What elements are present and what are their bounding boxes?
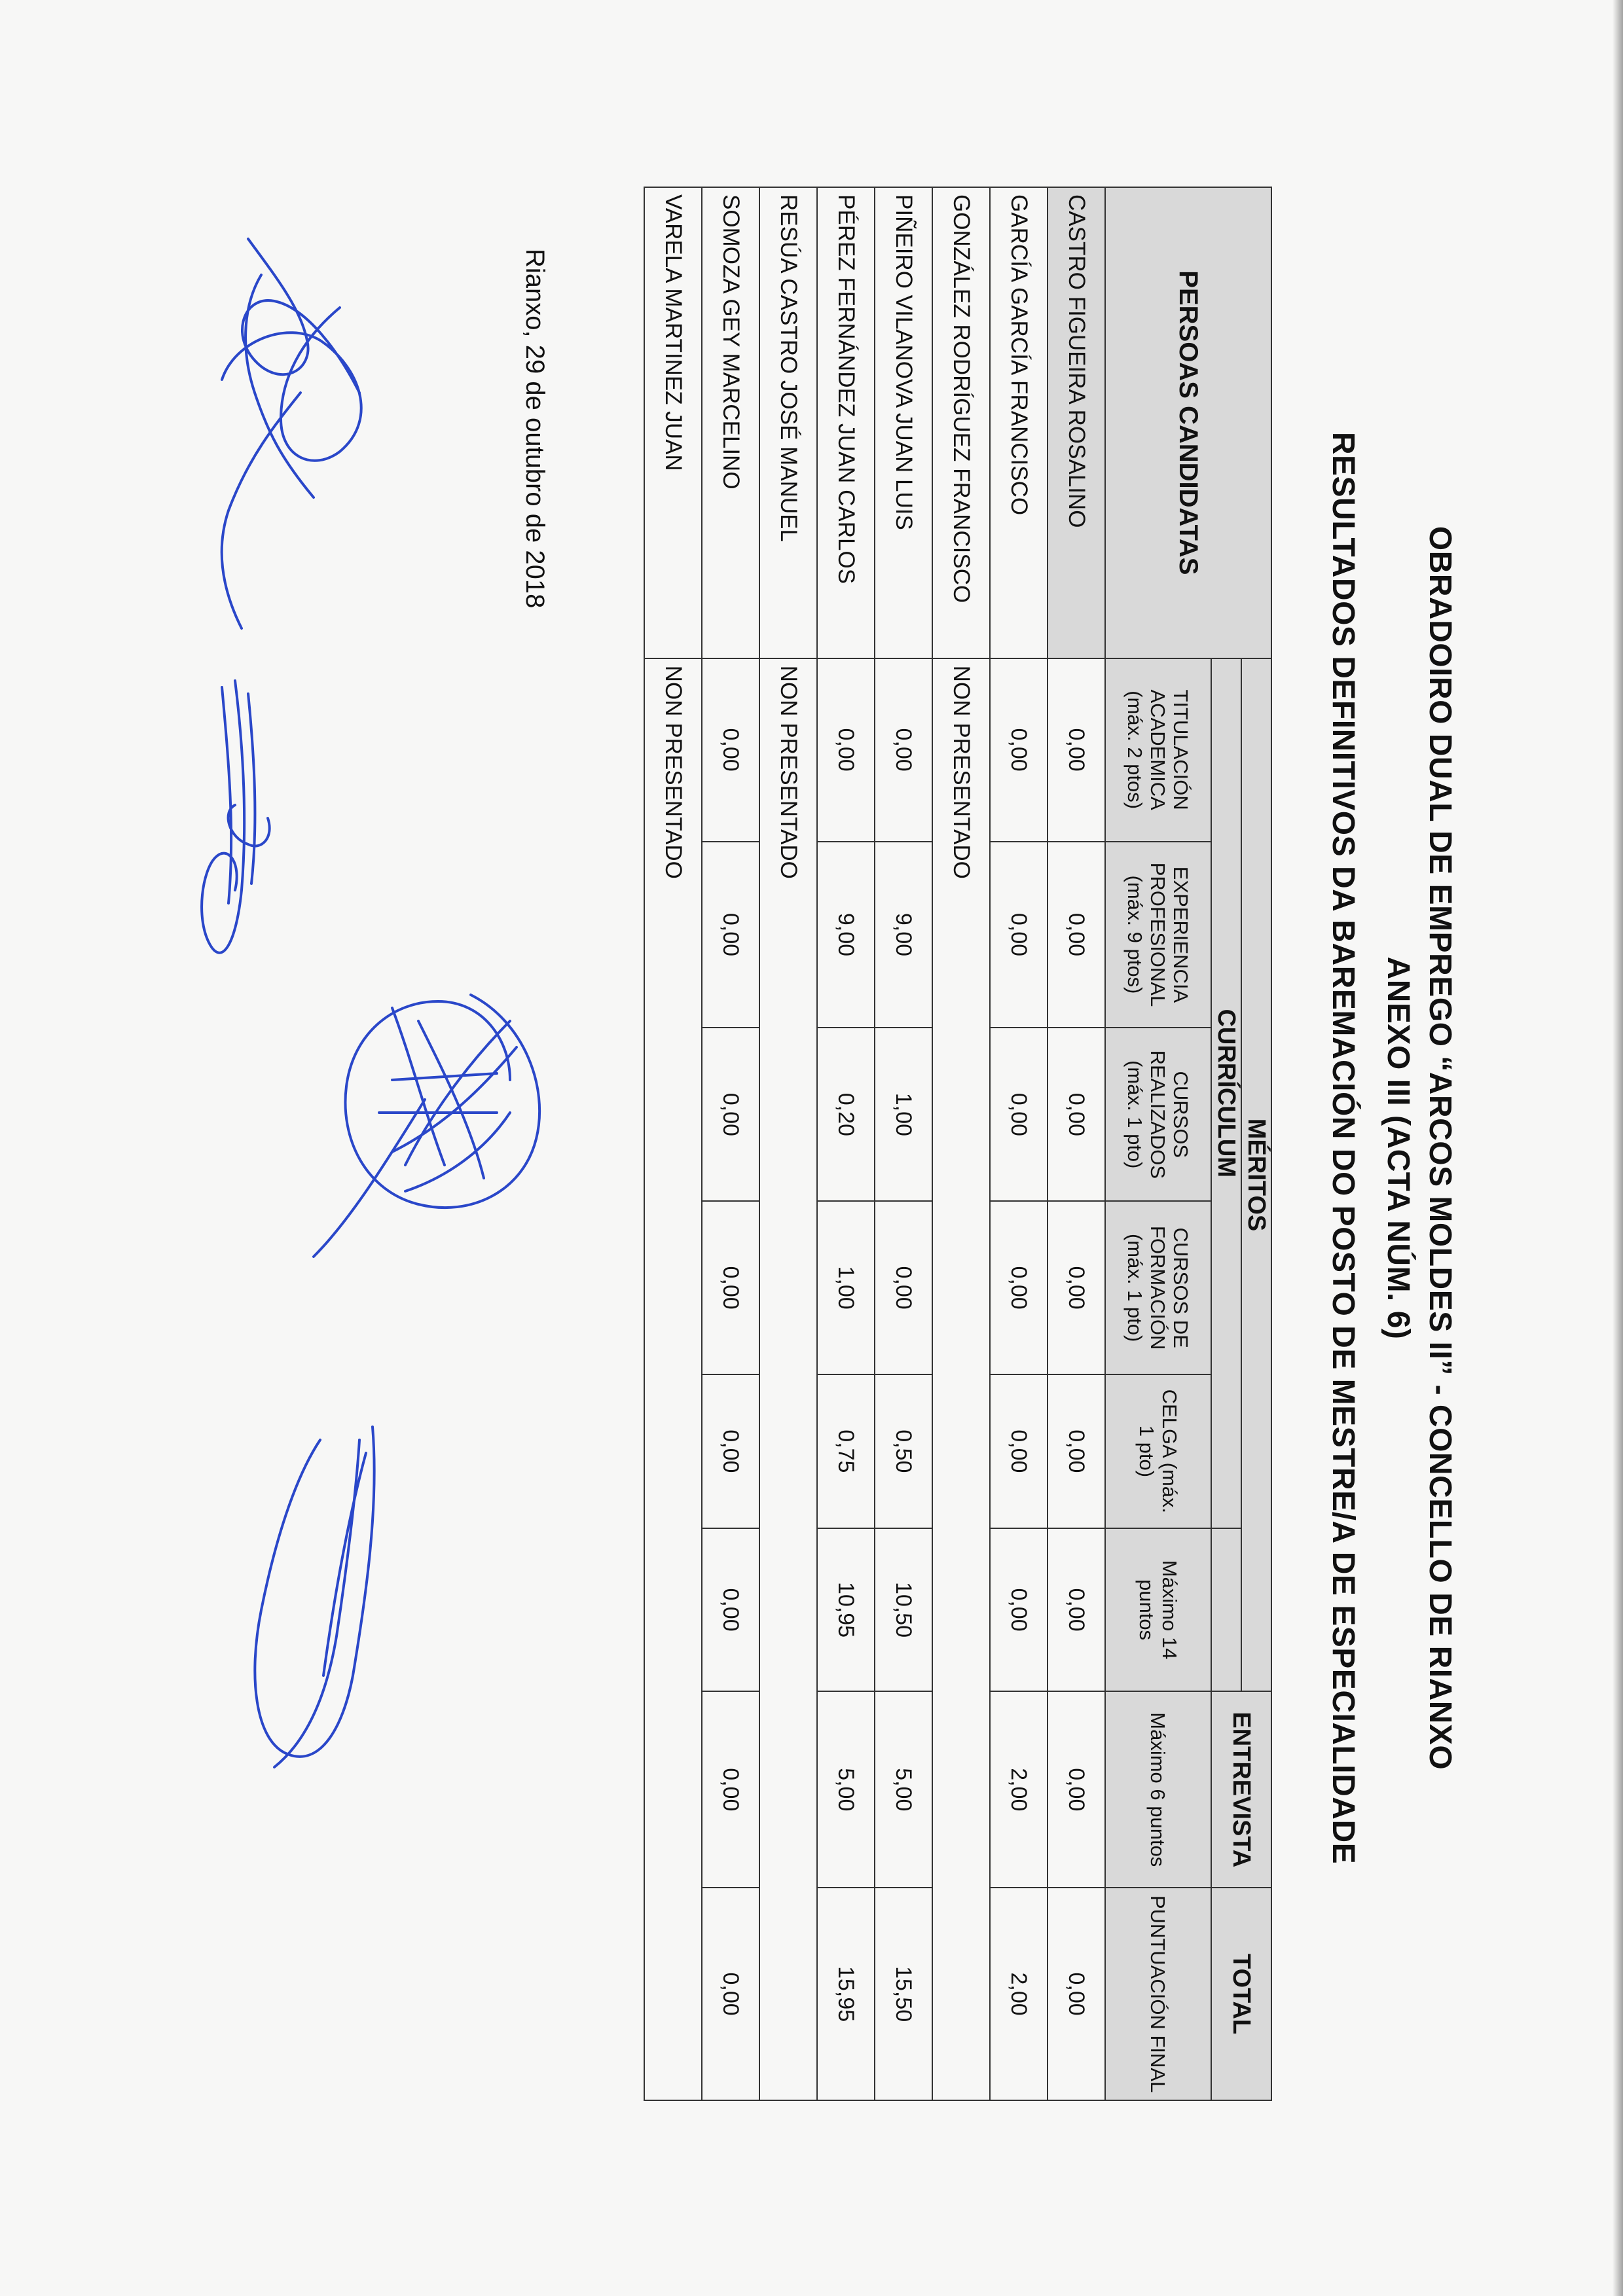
cell-titulacion: 0,00 bbox=[817, 658, 875, 842]
header-puntuacion-final: PUNTUACIÓN FINAL bbox=[1105, 1888, 1211, 2100]
candidate-name: RESÚA CASTRO JOSÉ MANUEL bbox=[759, 187, 817, 658]
cell-cursos-formacion: 1,00 bbox=[817, 1201, 875, 1374]
candidate-name: VARELA MARTINEZ JUAN bbox=[644, 187, 702, 658]
cell-entrevista: 0,00 bbox=[1048, 1691, 1105, 1888]
header-cursos-formacion: CURSOS DE FORMACIÓN (máx. 1 pto) bbox=[1105, 1201, 1211, 1374]
cell-titulacion: 0,00 bbox=[702, 658, 759, 842]
scan-edge bbox=[1613, 0, 1623, 2296]
candidate-name: SOMOZA GEY MARCELINO bbox=[702, 187, 759, 658]
cell-celga: 0,00 bbox=[1048, 1374, 1105, 1528]
cell-experiencia: 0,00 bbox=[702, 842, 759, 1028]
header-cursos-realizados: CURSOS REALIZADOS (máx. 1 pto) bbox=[1105, 1028, 1211, 1201]
cell-titulacion: 0,00 bbox=[1048, 658, 1105, 842]
cell-cursos-realizados: 0,20 bbox=[817, 1028, 875, 1201]
header-experiencia: EXPERIENCIA PROFESIONAL (máx. 9 ptos) bbox=[1105, 842, 1211, 1028]
header-total: TOTAL bbox=[1211, 1888, 1271, 2100]
cell-celga: 0,50 bbox=[875, 1374, 932, 1528]
cell-meritos: 0,00 bbox=[702, 1528, 759, 1692]
cell-entrevista: 2,00 bbox=[990, 1691, 1048, 1888]
cell-celga: 0,00 bbox=[990, 1374, 1048, 1528]
cell-cursos-realizados: 0,00 bbox=[702, 1028, 759, 1201]
cell-celga: 0,75 bbox=[817, 1374, 875, 1528]
cell-cursos-realizados: 0,00 bbox=[990, 1028, 1048, 1201]
cell-experiencia: 9,00 bbox=[875, 842, 932, 1028]
cell-cursos-realizados: 0,00 bbox=[1048, 1028, 1105, 1201]
cell-experiencia: 0,00 bbox=[990, 842, 1048, 1028]
status-not-presented: NON PRESENTADO bbox=[644, 658, 702, 2100]
document-title: OBRADOIRO DUAL DE EMPREGO “ARCOS MOLDES II” - CONCELLO DE RIANXO bbox=[1423, 526, 1457, 1770]
header-candidates: PERSOAS CANDIDATAS bbox=[1105, 187, 1271, 658]
header-entrevista: ENTREVISTA bbox=[1211, 1691, 1271, 1888]
document-subtitle: RESULTADOS DEFINITIVOS DA BAREMACIÓN DO POSTO DE MESTRE/A DE ESPECIALIDADE bbox=[1326, 431, 1360, 1865]
cell-experiencia: 0,00 bbox=[1048, 842, 1105, 1028]
cell-total: 0,00 bbox=[1048, 1888, 1105, 2100]
cell-titulacion: 0,00 bbox=[990, 658, 1048, 842]
candidate-name: PÉREZ FERNÁNDEZ JUAN CARLOS bbox=[817, 187, 875, 658]
cell-meritos: 0,00 bbox=[990, 1528, 1048, 1692]
cell-total: 2,00 bbox=[990, 1888, 1048, 2100]
header-meritos-max: Máximo 14 puntos bbox=[1105, 1528, 1211, 1692]
cell-cursos-formacion: 0,00 bbox=[1048, 1201, 1105, 1374]
candidate-name: PIÑEIRO VILANOVA JUAN LUIS bbox=[875, 187, 932, 658]
cell-cursos-formacion: 0,00 bbox=[702, 1201, 759, 1374]
cell-total: 15,95 bbox=[817, 1888, 875, 2100]
cell-entrevista: 5,00 bbox=[875, 1691, 932, 1888]
cell-total: 15,50 bbox=[875, 1888, 932, 2100]
cell-total: 0,00 bbox=[702, 1888, 759, 2100]
cell-entrevista: 0,00 bbox=[702, 1691, 759, 1888]
cell-meritos: 0,00 bbox=[1048, 1528, 1105, 1692]
header-titulacion: TITULACIÓN ACADEMICA (máx. 2 ptos) bbox=[1105, 658, 1211, 842]
cell-cursos-formacion: 0,00 bbox=[990, 1201, 1048, 1374]
document-annex: ANEXO III (ACTA NÚM. 6) bbox=[1381, 956, 1415, 1340]
cell-meritos: 10,95 bbox=[817, 1528, 875, 1692]
cell-titulacion: 0,00 bbox=[875, 658, 932, 842]
header-entrevista-max: Máximo 6 puntos bbox=[1105, 1691, 1211, 1888]
cell-meritos: 10,50 bbox=[875, 1528, 932, 1692]
candidate-name: GARCÍA GARCÍA FRANCISCO bbox=[990, 187, 1048, 658]
candidate-name: GONZÁLEZ RODRÍGUEZ FRANCISCO bbox=[932, 187, 990, 658]
header-celga: CELGA (máx. 1 pto) bbox=[1105, 1374, 1211, 1528]
cell-entrevista: 5,00 bbox=[817, 1691, 875, 1888]
cell-cursos-formacion: 0,00 bbox=[875, 1201, 932, 1374]
header-meritos: MÉRITOS bbox=[1241, 658, 1271, 1692]
signature-1 bbox=[222, 239, 361, 628]
status-not-presented: NON PRESENTADO bbox=[759, 658, 817, 2100]
place-date: Rianxo, 29 de outubro de 2018 bbox=[520, 249, 549, 609]
candidate-name: CASTRO FIGUEIRA ROSALINO bbox=[1048, 187, 1105, 658]
signature-2 bbox=[202, 681, 270, 953]
signature-4 bbox=[255, 1427, 374, 1767]
signature-3 bbox=[314, 995, 539, 1257]
header-curriculum: CURRÍCULUM bbox=[1211, 658, 1241, 1528]
cell-celga: 0,00 bbox=[702, 1374, 759, 1528]
cell-cursos-realizados: 1,00 bbox=[875, 1028, 932, 1201]
cell-experiencia: 9,00 bbox=[817, 842, 875, 1028]
status-not-presented: NON PRESENTADO bbox=[932, 658, 990, 2100]
